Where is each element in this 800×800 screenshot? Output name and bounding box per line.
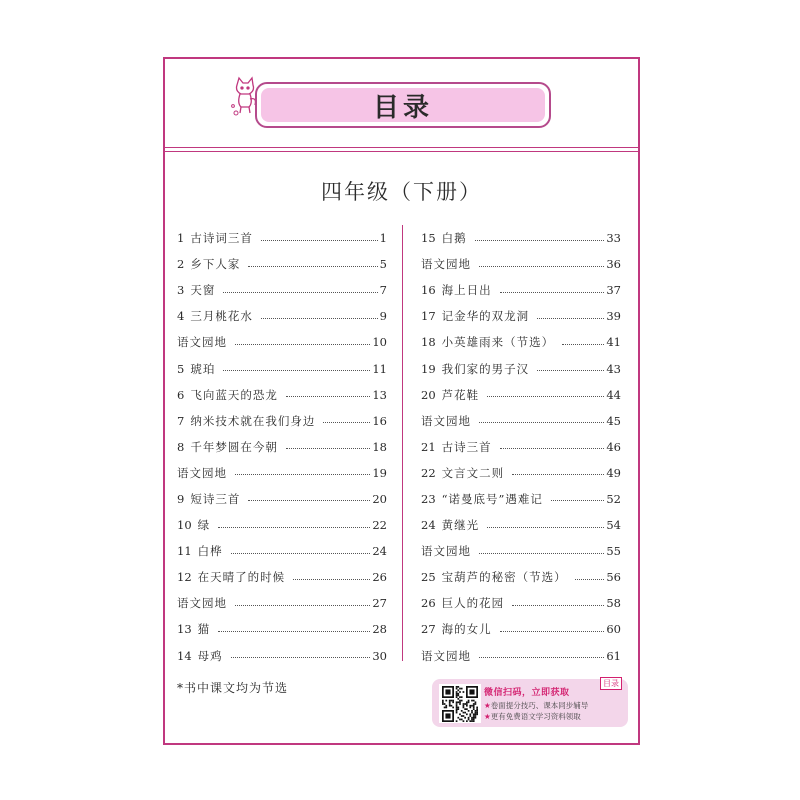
- toc-right-column: [421, 225, 621, 669]
- page-number: 11: [372, 361, 387, 376]
- lesson-title: 纳米技术就在我们身边: [190, 413, 316, 428]
- lesson-title: 巨人的花园: [441, 596, 505, 611]
- toc-entry[interactable]: [177, 408, 387, 434]
- lesson-number: 25: [421, 570, 436, 585]
- lesson-title: 语文园地: [421, 648, 471, 663]
- lesson-number: 10: [177, 518, 192, 533]
- dot-leader: [248, 266, 377, 267]
- lesson-title: 绿: [197, 518, 211, 533]
- page-number: 36: [606, 257, 621, 272]
- lesson-number: 15: [421, 231, 436, 246]
- page-number: 5: [379, 257, 387, 272]
- toc-entry[interactable]: [421, 277, 621, 303]
- lesson-number: 23: [421, 491, 436, 506]
- page-number: 44: [606, 387, 621, 402]
- lesson-title: 母鸡: [197, 648, 223, 663]
- toc-entry[interactable]: [177, 277, 387, 303]
- lesson-number: 6: [177, 387, 185, 402]
- lesson-number: 2: [177, 257, 185, 272]
- dot-leader: [487, 527, 604, 528]
- lesson-title: 语文园地: [421, 413, 471, 428]
- dot-leader: [248, 500, 370, 501]
- dot-leader: [231, 553, 371, 554]
- page-number: 18: [372, 439, 387, 454]
- dot-leader: [512, 474, 604, 475]
- dot-leader: [223, 292, 377, 293]
- dot-leader: [500, 448, 605, 449]
- dot-leader: [235, 344, 370, 345]
- page-number: 10: [372, 335, 387, 350]
- dot-leader: [512, 605, 604, 606]
- lesson-number: 26: [421, 596, 436, 611]
- dot-leader: [562, 344, 604, 345]
- page-number: 54: [606, 518, 621, 533]
- page-number: 58: [606, 596, 621, 611]
- lesson-number: 9: [177, 491, 185, 506]
- page-number: 20: [372, 491, 387, 506]
- lesson-title: 白鹅: [441, 231, 467, 246]
- page-number: 45: [606, 413, 621, 428]
- lesson-title: 芦花鞋: [441, 387, 480, 402]
- header-band: [165, 59, 638, 147]
- page-number: 37: [606, 283, 621, 298]
- toc-entry[interactable]: [421, 616, 621, 642]
- toc-entry[interactable]: [177, 512, 387, 538]
- qr-line-2: 更有免费语文学习资料领取: [490, 712, 581, 721]
- lesson-title: 飞向蓝天的恐龙: [190, 387, 278, 402]
- page-number: 28: [372, 622, 387, 637]
- dot-leader: [479, 553, 604, 554]
- footnote: *书中课文均为节选: [177, 681, 289, 695]
- toc-entry[interactable]: [421, 512, 621, 538]
- toc-entry[interactable]: [177, 303, 387, 329]
- lesson-title: 白桦: [197, 544, 223, 559]
- lesson-title: 语文园地: [177, 465, 227, 480]
- page-number: 9: [379, 309, 387, 324]
- lesson-title: 宝葫芦的秘密（节选）: [441, 570, 567, 585]
- dot-leader: [479, 422, 604, 423]
- lesson-title: 我们家的男子汉: [441, 361, 530, 376]
- lesson-title: 文言文二则: [441, 465, 505, 480]
- lesson-title: 海上日出: [441, 283, 492, 298]
- dot-leader: [235, 474, 370, 475]
- toc-entry[interactable]: [421, 355, 621, 381]
- lesson-number: 1: [177, 231, 185, 246]
- page-number: 41: [606, 335, 621, 350]
- toc-entry[interactable]: [177, 434, 387, 460]
- qr-code-icon[interactable]: [442, 686, 478, 722]
- lesson-number: 13: [177, 622, 192, 637]
- toc-entry[interactable]: [421, 460, 621, 486]
- page-number: 7: [379, 283, 387, 298]
- page-number: 43: [606, 361, 621, 376]
- lesson-title: 海的女儿: [441, 622, 492, 637]
- lesson-title: 琥珀: [190, 361, 216, 376]
- lesson-title: 千年梦圆在今朝: [190, 439, 278, 454]
- lesson-number: 11: [177, 544, 192, 559]
- dot-leader: [235, 605, 370, 606]
- lesson-title: 短诗三首: [190, 491, 241, 506]
- toc-entry[interactable]: [421, 251, 621, 277]
- page-number: 26: [372, 570, 387, 585]
- dot-leader: [537, 318, 604, 319]
- toc-entry[interactable]: [421, 590, 621, 616]
- toc-entry[interactable]: [177, 538, 387, 564]
- dot-leader: [487, 396, 604, 397]
- page-title: 目录: [372, 92, 433, 123]
- dot-leader: [323, 422, 370, 423]
- page-number: 22: [372, 518, 387, 533]
- dot-leader: [261, 318, 378, 319]
- dot-leader: [551, 500, 604, 501]
- lesson-number: 27: [421, 622, 436, 637]
- lesson-number: 14: [177, 648, 192, 663]
- lesson-title: 古诗三首: [441, 439, 492, 454]
- lesson-title: 小英雄雨来（节选）: [441, 335, 555, 350]
- page-number: 56: [606, 570, 621, 585]
- star-icon: ★: [484, 701, 491, 710]
- toc-entry[interactable]: [177, 460, 387, 486]
- dot-leader: [261, 240, 378, 241]
- lesson-number: 12: [177, 570, 192, 585]
- lesson-number: 3: [177, 283, 185, 298]
- lesson-number: 19: [421, 361, 436, 376]
- toc-entry[interactable]: [177, 382, 387, 408]
- page-number: 13: [372, 387, 387, 402]
- qr-promo-panel[interactable]: [432, 679, 628, 727]
- dot-leader: [223, 370, 370, 371]
- toc-entry[interactable]: [177, 355, 387, 381]
- page-number: 16: [372, 413, 387, 428]
- dot-leader: [500, 292, 605, 293]
- toc-entry[interactable]: [177, 486, 387, 512]
- lesson-title: 黄继光: [441, 518, 480, 533]
- page-number: 39: [606, 309, 621, 324]
- lesson-title: 记金华的双龙洞: [441, 309, 530, 324]
- dot-leader: [218, 631, 370, 632]
- dot-leader: [479, 657, 604, 658]
- lesson-number: 17: [421, 309, 436, 324]
- lesson-number: 16: [421, 283, 436, 298]
- toc-entry[interactable]: [177, 564, 387, 590]
- page-number: 60: [606, 622, 621, 637]
- page-number: 52: [606, 491, 621, 506]
- toc-left-column: [177, 225, 387, 669]
- toc-entry[interactable]: [421, 329, 621, 355]
- dot-leader: [231, 657, 371, 658]
- dot-leader: [537, 370, 604, 371]
- lesson-title: 在天晴了的时候: [197, 570, 286, 585]
- header-divider: [165, 147, 638, 148]
- toc-entry[interactable]: [421, 225, 621, 251]
- page-number: 1: [379, 231, 387, 246]
- lesson-number: 22: [421, 465, 436, 480]
- toc-entry[interactable]: [177, 643, 387, 669]
- lesson-number: 18: [421, 335, 436, 350]
- lesson-title: 语文园地: [177, 335, 227, 350]
- dot-leader: [575, 579, 605, 580]
- lesson-title: “诺曼底号”遇难记: [441, 491, 543, 506]
- lesson-number: 5: [177, 361, 185, 376]
- lesson-number: 24: [421, 518, 436, 533]
- lesson-number: 8: [177, 439, 185, 454]
- qr-line-1: 卷面提分技巧、课本同步辅导: [490, 701, 589, 710]
- toc-entry[interactable]: [421, 303, 621, 329]
- lesson-number: 7: [177, 413, 185, 428]
- toc-page-frame: [163, 57, 640, 745]
- page-number: 61: [606, 648, 621, 663]
- toc-entry[interactable]: [421, 434, 621, 460]
- page-number: 33: [606, 231, 621, 246]
- lesson-title: 天窗: [190, 283, 216, 298]
- lesson-number: 20: [421, 387, 436, 402]
- lesson-title: 古诗词三首: [190, 231, 253, 246]
- lesson-title: 语文园地: [421, 257, 471, 272]
- toc-entry[interactable]: [177, 251, 387, 277]
- qr-tag: 目录: [600, 677, 622, 690]
- page-number: 49: [606, 465, 621, 480]
- toc-entry[interactable]: [421, 564, 621, 590]
- header-divider-2: [165, 151, 638, 152]
- toc-entry[interactable]: [421, 486, 621, 512]
- title-box: [255, 82, 551, 128]
- lesson-title: 乡下人家: [190, 257, 241, 272]
- dot-leader: [286, 448, 371, 449]
- page-number: 55: [606, 544, 621, 559]
- toc-entry[interactable]: [177, 225, 387, 251]
- dot-leader: [479, 266, 604, 267]
- lesson-title: 三月桃花水: [190, 309, 253, 324]
- grade-heading: 四年级（下册）: [321, 180, 482, 204]
- toc-entry[interactable]: [177, 590, 387, 616]
- toc-entry[interactable]: [421, 643, 621, 669]
- toc-entry[interactable]: [421, 382, 621, 408]
- page-number: 27: [372, 596, 387, 611]
- column-divider: [402, 225, 403, 661]
- dot-leader: [286, 396, 371, 397]
- page-number: 30: [372, 648, 387, 663]
- dot-leader: [218, 527, 370, 528]
- page-number: 46: [606, 439, 621, 454]
- qr-title: 微信扫码，立即获取: [484, 688, 570, 698]
- lesson-number: 4: [177, 309, 185, 324]
- toc-entry[interactable]: [421, 538, 621, 564]
- toc-entry[interactable]: [421, 408, 621, 434]
- page-number: 19: [372, 465, 387, 480]
- dot-leader: [293, 579, 370, 580]
- page-number: 24: [372, 544, 387, 559]
- star-icon: ★: [484, 712, 491, 721]
- dot-leader: [500, 631, 605, 632]
- toc-entry[interactable]: [177, 616, 387, 642]
- toc-entry[interactable]: [177, 329, 387, 355]
- lesson-title: 语文园地: [421, 544, 471, 559]
- lesson-title: 语文园地: [177, 596, 227, 611]
- lesson-title: 猫: [197, 622, 211, 637]
- lesson-number: 21: [421, 439, 436, 454]
- dot-leader: [475, 240, 605, 241]
